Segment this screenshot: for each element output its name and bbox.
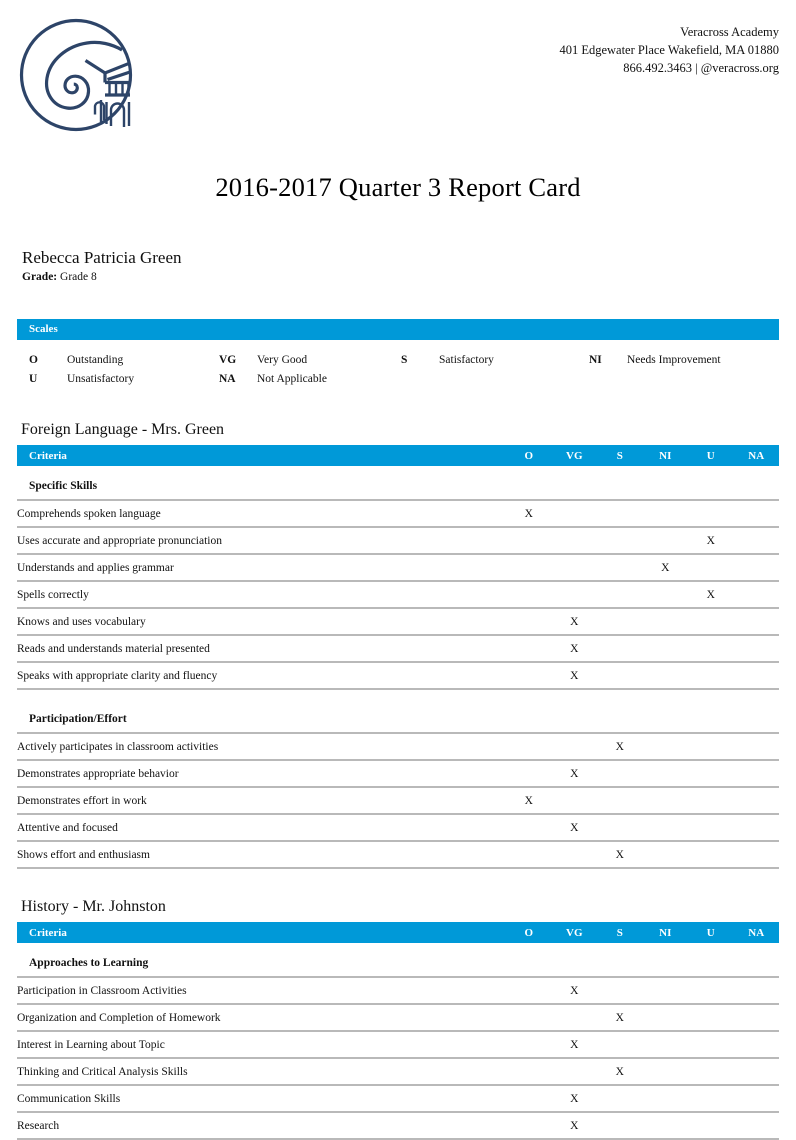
mark-cell[interactable] (552, 1058, 598, 1085)
mark-cell[interactable] (688, 662, 734, 689)
mark-cell[interactable] (552, 581, 598, 608)
mark-cell[interactable] (552, 500, 598, 527)
school-address: 401 Edgewater Place Wakefield, MA 01880 (559, 43, 779, 57)
scale-abbr: NI (589, 353, 602, 366)
mark-cell[interactable] (643, 1058, 689, 1085)
table-row (17, 787, 779, 814)
mark-cell[interactable] (734, 1031, 780, 1058)
mark-cell[interactable] (688, 1058, 734, 1085)
mark-cell[interactable] (688, 608, 734, 635)
mark-cell[interactable] (506, 1031, 552, 1058)
mark-cell[interactable] (643, 527, 689, 554)
criteria-table (17, 445, 779, 869)
mark-cell[interactable] (643, 608, 689, 635)
column-header-criteria: Criteria (17, 445, 506, 466)
criterion-label: Attentive and focused (17, 814, 506, 841)
table-row (17, 608, 779, 635)
mark-cell-selected[interactable]: X (552, 608, 598, 635)
scales-heading: Scales (17, 319, 779, 340)
scale-abbr: U (29, 372, 38, 385)
scale-label: Needs Improvement (627, 353, 721, 366)
mark-cell[interactable] (506, 1004, 552, 1031)
table-row (17, 977, 779, 1004)
table-header-row (17, 445, 779, 466)
criterion-label: Research (17, 1112, 506, 1139)
mark-cell[interactable] (688, 977, 734, 1004)
mark-cell-selected[interactable]: X (552, 1112, 598, 1139)
column-header-u: U (688, 445, 734, 466)
mark-cell[interactable] (688, 1031, 734, 1058)
mark-cell[interactable] (506, 760, 552, 787)
scale-abbr: NA (219, 372, 236, 385)
mark-cell[interactable] (688, 1004, 734, 1031)
school-contact-info (559, 14, 779, 77)
mark-cell[interactable] (597, 500, 643, 527)
scales-legend (17, 340, 779, 392)
column-header-ni: NI (643, 922, 689, 943)
mark-cell-selected[interactable]: X (597, 1058, 643, 1085)
mark-cell[interactable] (734, 1058, 780, 1085)
column-header-s: S (597, 922, 643, 943)
scales-row (17, 369, 779, 388)
table-row (17, 1031, 779, 1058)
mark-cell[interactable] (688, 1085, 734, 1112)
scale-label: Outstanding (67, 353, 124, 366)
criteria-group-header (17, 466, 779, 500)
scale-abbr: VG (219, 353, 237, 366)
table-header-row (17, 922, 779, 943)
student-grade-value: Grade 8 (60, 271, 97, 283)
mark-cell[interactable] (734, 581, 780, 608)
table-row (17, 554, 779, 581)
table-row (17, 1058, 779, 1085)
mark-cell[interactable] (506, 662, 552, 689)
mark-cell[interactable] (643, 841, 689, 868)
course-title: History - Mr. Johnston (21, 898, 166, 915)
mark-cell-selected[interactable]: X (552, 662, 598, 689)
mark-cell[interactable] (643, 814, 689, 841)
letterhead (17, 14, 779, 148)
scale-item-ni (577, 354, 777, 366)
scale-label: Satisfactory (439, 353, 494, 366)
student-grade (22, 269, 779, 285)
mark-cell[interactable] (506, 814, 552, 841)
page-title: 2016-2017 Quarter 3 Report Card (215, 172, 581, 202)
criterion-label: Understands and applies grammar (17, 554, 506, 581)
mark-cell[interactable] (506, 527, 552, 554)
mark-cell[interactable] (688, 814, 734, 841)
mark-cell[interactable] (552, 554, 598, 581)
mark-cell[interactable] (734, 1112, 780, 1139)
mark-cell[interactable] (643, 1031, 689, 1058)
criterion-label: Reads and understands material presented (17, 635, 506, 662)
table-row (17, 760, 779, 787)
mark-cell-selected[interactable]: X (597, 733, 643, 760)
table-row (17, 581, 779, 608)
mark-cell[interactable] (643, 1112, 689, 1139)
criterion-label: Knows and uses vocabulary (17, 608, 506, 635)
mark-cell[interactable] (597, 635, 643, 662)
mark-cell[interactable] (597, 787, 643, 814)
scale-label: Very Good (257, 353, 308, 366)
table-row (17, 635, 779, 662)
mark-cell-selected[interactable]: X (552, 977, 598, 1004)
mark-cell[interactable] (688, 554, 734, 581)
mark-cell[interactable] (734, 814, 780, 841)
criterion-label: Demonstrates effort in work (17, 787, 506, 814)
mark-cell[interactable] (734, 1085, 780, 1112)
criterion-label: Participation in Classroom Activities (17, 977, 506, 1004)
column-header-s: S (597, 445, 643, 466)
mark-cell-selected[interactable]: X (597, 1004, 643, 1031)
criterion-label: Comprehends spoken language (17, 500, 506, 527)
criteria-group-label: Specific Skills (17, 466, 779, 500)
table-row (17, 527, 779, 554)
mark-cell[interactable] (734, 662, 780, 689)
column-header-criteria: Criteria (17, 922, 506, 943)
criterion-label: Shows effort and enthusiasm (17, 841, 506, 868)
mark-cell[interactable] (552, 841, 598, 868)
column-header-o: O (506, 922, 552, 943)
criteria-group-label: Participation/Effort (17, 699, 779, 733)
mark-cell[interactable] (643, 760, 689, 787)
table-row (17, 1112, 779, 1139)
school-logo (17, 14, 135, 132)
mark-cell[interactable] (506, 977, 552, 1004)
student-info (17, 247, 779, 285)
mark-cell-selected[interactable]: X (597, 841, 643, 868)
criterion-label: Organization and Completion of Homework (17, 1004, 506, 1031)
criterion-label: Interest in Learning about Topic (17, 1031, 506, 1058)
mark-cell[interactable] (643, 1004, 689, 1031)
mark-cell[interactable] (597, 527, 643, 554)
mark-cell[interactable] (734, 733, 780, 760)
mark-cell[interactable] (734, 500, 780, 527)
table-row (17, 500, 779, 527)
table-row (17, 814, 779, 841)
mark-cell[interactable] (597, 554, 643, 581)
mark-cell[interactable] (734, 1004, 780, 1031)
scale-item-vg (207, 354, 389, 366)
mark-cell-selected[interactable]: X (552, 1031, 598, 1058)
column-header-na: NA (734, 445, 780, 466)
column-header-ni: NI (643, 445, 689, 466)
scales-section (17, 319, 779, 392)
mark-cell-selected[interactable]: X (552, 760, 598, 787)
criteria-group-header (17, 943, 779, 977)
mark-cell[interactable] (643, 581, 689, 608)
student-grade-label: Grade: (22, 271, 58, 283)
scale-abbr: O (29, 353, 38, 366)
criterion-label: Uses accurate and appropriate pronunciation (17, 527, 506, 554)
criterion-label: Speaks with appropriate clarity and fluency (17, 662, 506, 689)
mark-cell[interactable] (688, 1112, 734, 1139)
mark-cell-selected[interactable]: X (688, 527, 734, 554)
mark-cell[interactable] (734, 841, 780, 868)
mark-cell[interactable] (506, 608, 552, 635)
mark-cell[interactable] (552, 527, 598, 554)
mark-cell[interactable] (506, 581, 552, 608)
mark-cell-selected[interactable]: X (552, 814, 598, 841)
mark-cell[interactable] (734, 554, 780, 581)
criterion-label: Communication Skills (17, 1085, 506, 1112)
school-name: Veracross Academy (680, 25, 779, 39)
mark-cell[interactable] (643, 1085, 689, 1112)
mark-cell[interactable] (552, 1004, 598, 1031)
table-row (17, 1004, 779, 1031)
mark-cell-selected[interactable]: X (552, 635, 598, 662)
criteria-group-label: Approaches to Learning (17, 943, 779, 977)
mark-cell[interactable] (597, 760, 643, 787)
mark-cell[interactable] (643, 635, 689, 662)
criterion-label: Spells correctly (17, 581, 506, 608)
mark-cell[interactable] (734, 977, 780, 1004)
mark-cell[interactable] (506, 1058, 552, 1085)
mark-cell[interactable] (643, 500, 689, 527)
column-header-vg: VG (552, 922, 598, 943)
column-header-o: O (506, 445, 552, 466)
mark-cell[interactable] (506, 635, 552, 662)
scale-label: Unsatisfactory (67, 372, 135, 385)
mark-cell[interactable] (688, 787, 734, 814)
mark-cell[interactable] (734, 635, 780, 662)
mark-cell[interactable] (643, 662, 689, 689)
column-header-na: NA (734, 922, 780, 943)
courses-container (17, 420, 779, 1140)
mark-cell[interactable] (597, 977, 643, 1004)
mark-cell[interactable] (597, 814, 643, 841)
mark-cell[interactable] (688, 635, 734, 662)
mark-cell-selected[interactable]: X (506, 787, 552, 814)
mark-cell[interactable] (552, 787, 598, 814)
mark-cell[interactable] (597, 1085, 643, 1112)
mark-cell[interactable] (597, 1112, 643, 1139)
mark-cell[interactable] (688, 500, 734, 527)
scale-abbr: S (401, 353, 408, 366)
mark-cell[interactable] (688, 841, 734, 868)
course-section (17, 420, 779, 869)
scale-label: Not Applicable (257, 372, 327, 385)
mark-cell[interactable] (597, 1031, 643, 1058)
course-title: Foreign Language - Mrs. Green (21, 421, 225, 438)
criteria-group-header (17, 699, 779, 733)
scale-item-na (207, 373, 389, 385)
criteria-table (17, 922, 779, 1140)
table-row (17, 733, 779, 760)
scales-row (17, 350, 779, 369)
school-contact: 866.492.3463 | @veracross.org (623, 61, 779, 75)
mark-cell[interactable] (734, 787, 780, 814)
criterion-label: Thinking and Critical Analysis Skills (17, 1058, 506, 1085)
mark-cell[interactable] (506, 1112, 552, 1139)
column-header-vg: VG (552, 445, 598, 466)
mark-cell[interactable] (734, 760, 780, 787)
mark-cell[interactable] (506, 841, 552, 868)
table-row (17, 1085, 779, 1112)
mark-cell[interactable] (506, 1085, 552, 1112)
mark-cell-selected[interactable]: X (506, 500, 552, 527)
mark-cell[interactable] (506, 733, 552, 760)
mark-cell-selected[interactable]: X (643, 554, 689, 581)
scale-item-s (389, 354, 577, 366)
scale-item-u (17, 373, 207, 385)
scale-item-o (17, 354, 207, 366)
ionic-column-volute-logo-icon (17, 16, 135, 134)
student-name: Rebecca Patricia Green (22, 248, 182, 267)
group-spacer (17, 689, 779, 699)
mark-cell[interactable] (643, 733, 689, 760)
mark-cell[interactable] (506, 554, 552, 581)
mark-cell[interactable] (734, 527, 780, 554)
table-row (17, 662, 779, 689)
column-header-u: U (688, 922, 734, 943)
mark-cell[interactable] (552, 733, 598, 760)
mark-cell-selected[interactable]: X (688, 581, 734, 608)
mark-cell-selected[interactable]: X (552, 1085, 598, 1112)
mark-cell[interactable] (597, 608, 643, 635)
mark-cell[interactable] (597, 581, 643, 608)
mark-cell[interactable] (643, 977, 689, 1004)
criterion-label: Actively participates in classroom activities (17, 733, 506, 760)
criterion-label: Demonstrates appropriate behavior (17, 760, 506, 787)
table-row (17, 841, 779, 868)
course-section (17, 897, 779, 1140)
mark-cell[interactable] (688, 760, 734, 787)
mark-cell[interactable] (688, 733, 734, 760)
mark-cell[interactable] (734, 608, 780, 635)
mark-cell[interactable] (643, 787, 689, 814)
mark-cell[interactable] (597, 662, 643, 689)
